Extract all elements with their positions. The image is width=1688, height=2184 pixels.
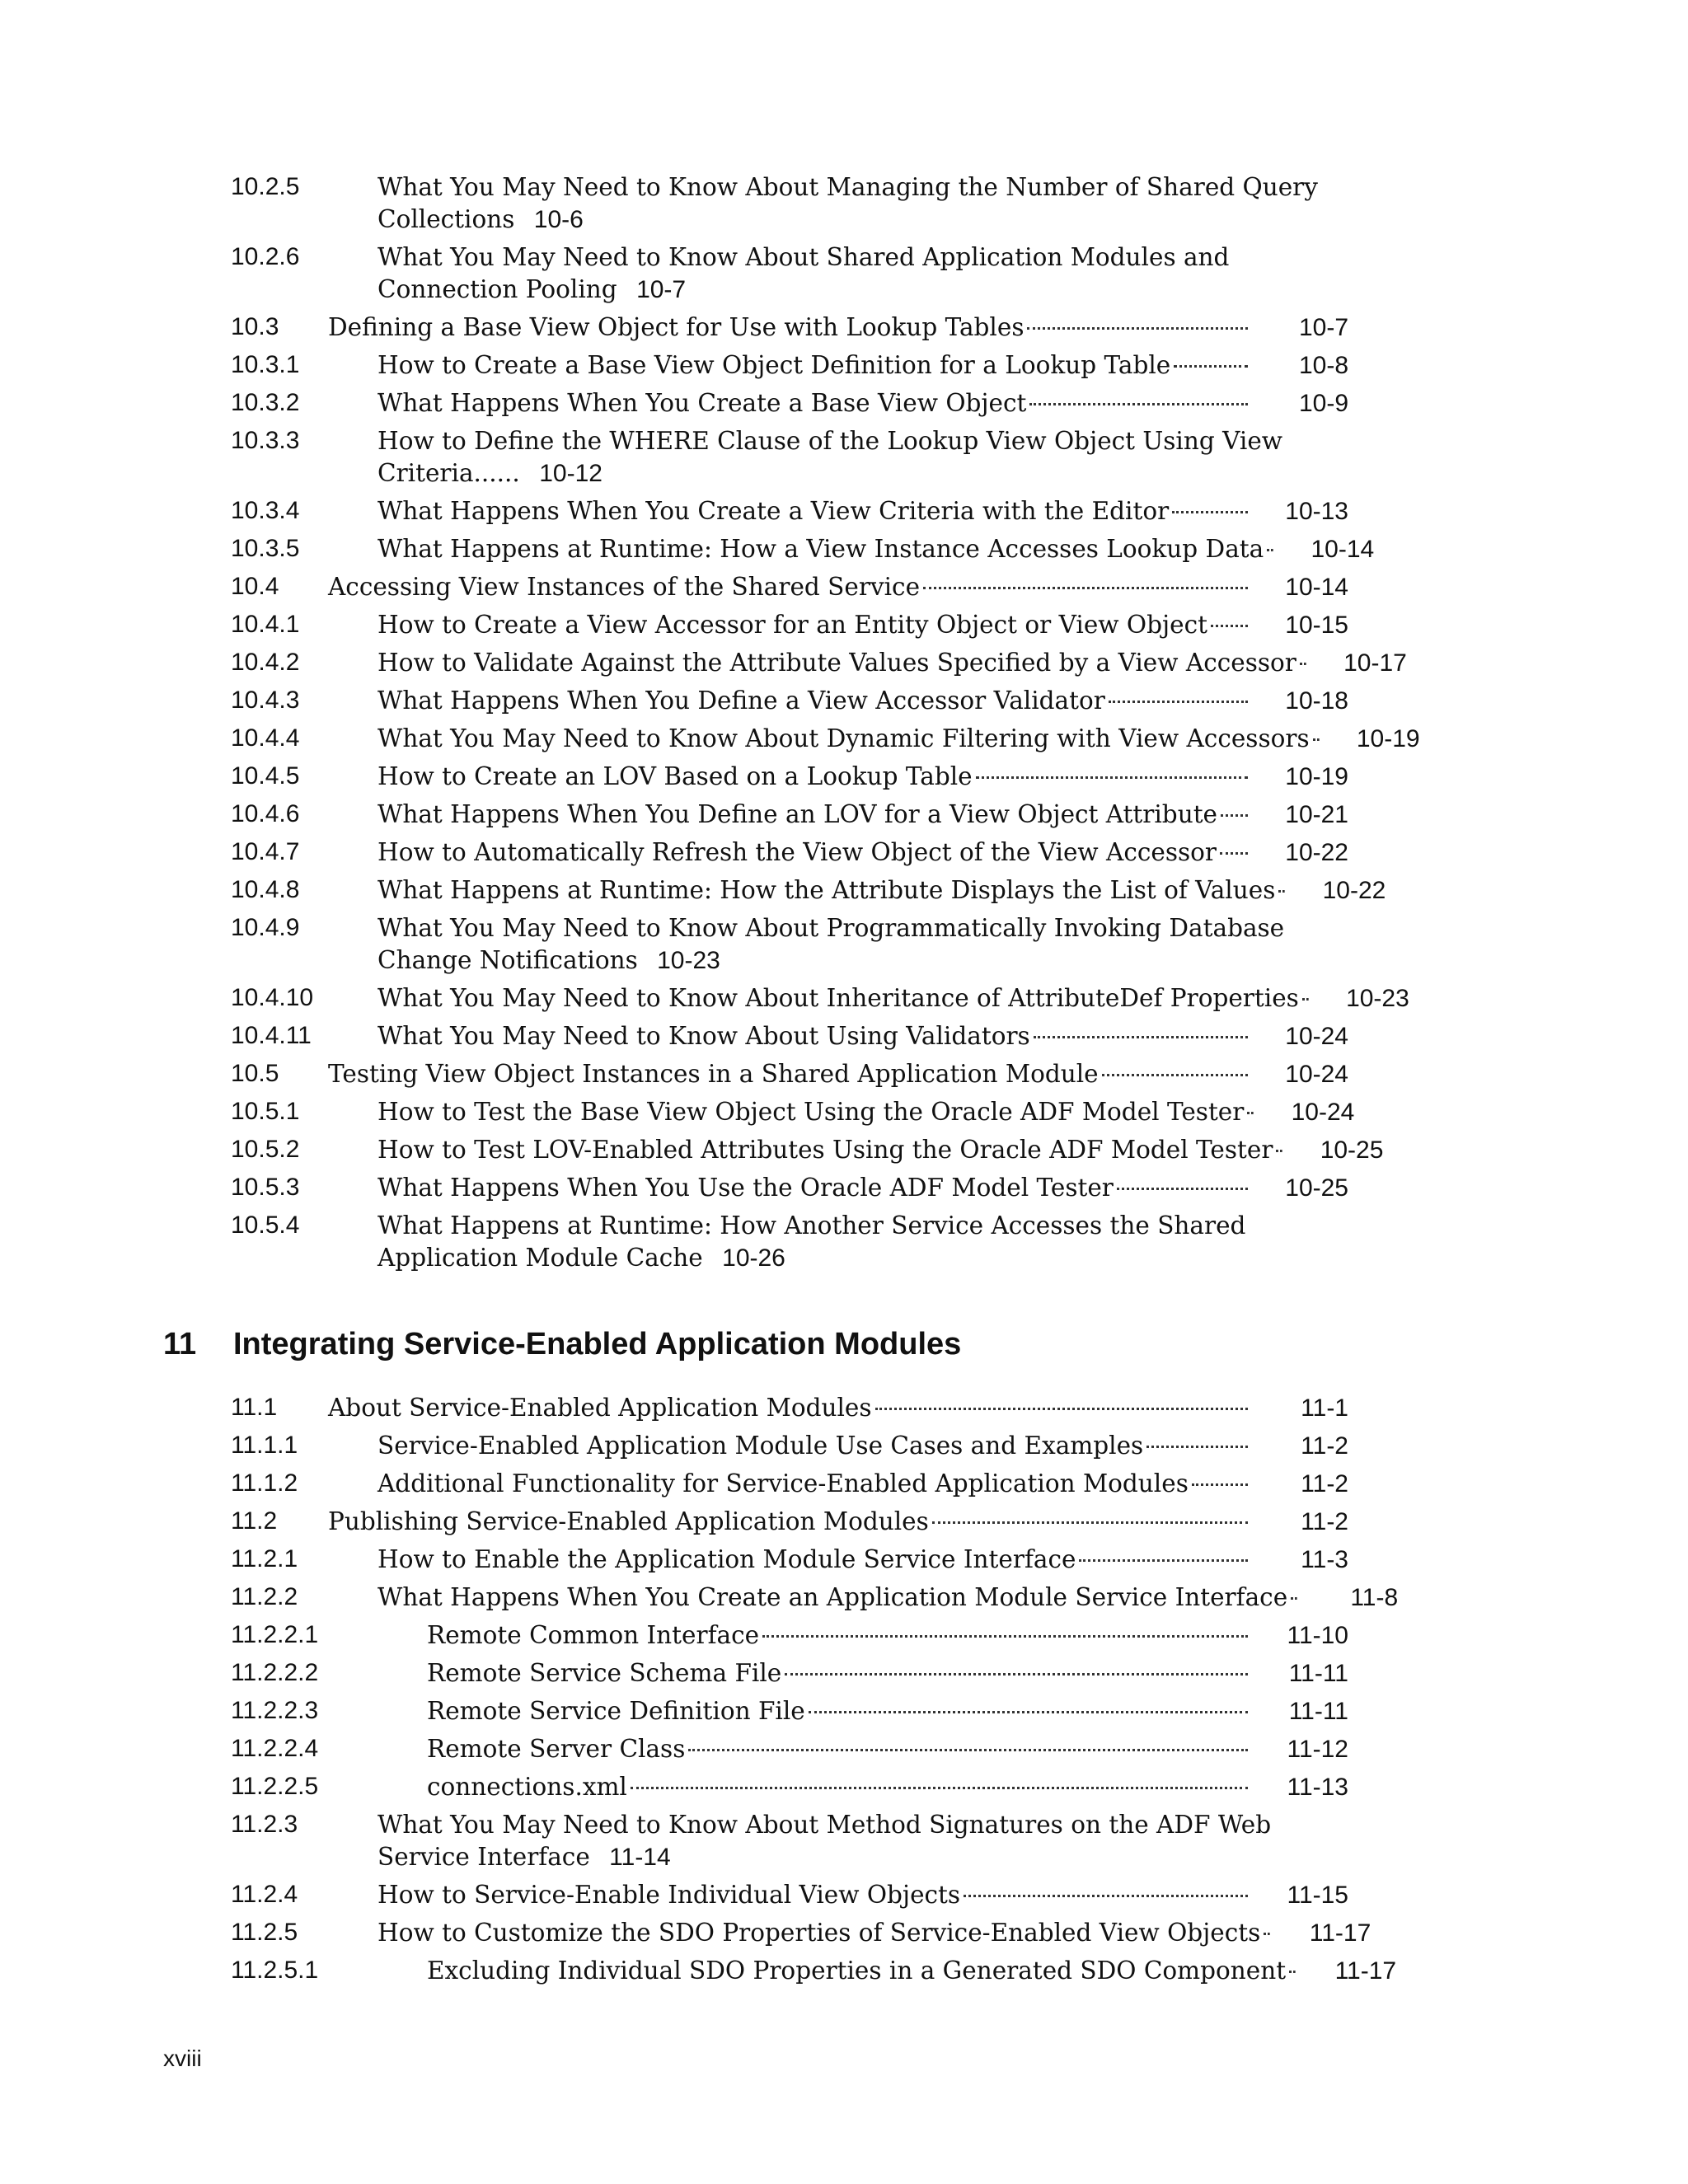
toc-entry-title-text: What Happens When You Use the Oracle ADF Model Tester <box>377 1174 1114 1202</box>
toc-entry[interactable] <box>0 1091 1688 1129</box>
toc-entry-number: 10.2.6 <box>231 243 300 270</box>
toc-entry-number: 10.3.1 <box>231 351 300 378</box>
toc-entry[interactable] <box>0 604 1688 642</box>
dot-leader <box>1174 365 1248 368</box>
toc-entry-title-text: How to Service-Enable Individual View Objects <box>377 1881 961 1909</box>
toc-entry-page: 10-13 <box>1285 498 1348 525</box>
dot-leader <box>1291 1597 1297 1600</box>
toc-entry-title <box>427 1728 1348 1766</box>
toc-entry-number: 11.2.2.4 <box>231 1735 319 1762</box>
toc-entry-title <box>377 1091 1355 1129</box>
dot-leader <box>631 1787 1248 1789</box>
toc-entry-number: 11.2.1 <box>231 1545 298 1572</box>
toc-entry[interactable] <box>0 1463 1688 1501</box>
toc-entry-title-text: What Happens When You Create an Application Module Service Interface <box>377 1583 1288 1611</box>
toc-entry-page: 11-8 <box>1350 1584 1399 1611</box>
toc-entry-page: 11-17 <box>1334 1957 1397 1985</box>
toc-entry-page: 10-7 <box>1298 314 1348 341</box>
toc-entry-title <box>377 642 1407 680</box>
toc-entry-title-text: How to Define the WHERE Clause of the Lookup View Object Using View Criteria...... <box>377 427 1283 487</box>
toc-entry-title <box>427 1950 1397 1988</box>
toc-entry-page: 10-15 <box>1285 612 1348 639</box>
toc-entry-title <box>377 420 1348 490</box>
toc-entry-page: 10-18 <box>1285 687 1348 715</box>
toc-entry-title-text: connections.xml <box>427 1773 627 1801</box>
toc-entry-number: 11.2.5.1 <box>231 1957 319 1984</box>
toc-entry[interactable] <box>0 680 1688 718</box>
toc-entry-title-text: What Happens When You Create a View Criteria with the Editor <box>377 497 1170 525</box>
toc-entry-page: 10-22 <box>1322 877 1386 904</box>
toc-entry-number: 10.3.5 <box>231 535 300 562</box>
toc-entry-title <box>427 1652 1348 1690</box>
toc-entry-title-text: What Happens When You Create a Base View Object <box>377 389 1027 417</box>
toc-entry-page: 10-19 <box>1356 725 1420 752</box>
dot-leader <box>1027 327 1248 330</box>
toc-entry-title-text: What Happens When You Define an LOV for a View Object Attribute <box>377 800 1218 828</box>
toc-entry-page: 10-19 <box>1285 763 1348 790</box>
dot-leader <box>1211 625 1248 627</box>
toc-entry-number: 11.2.2.3 <box>231 1697 319 1724</box>
dot-leader <box>785 1673 1248 1675</box>
toc-entry-page: 10-7 <box>636 276 687 303</box>
toc-entry-page: 11-2 <box>1301 1470 1348 1497</box>
dot-leader <box>1247 1112 1254 1114</box>
toc-entry[interactable] <box>0 1652 1688 1690</box>
toc-entry-title <box>377 1539 1348 1577</box>
toc-entry-page: 10-26 <box>722 1244 785 1272</box>
toc-entry-number: 10.3.2 <box>231 389 300 416</box>
toc-entry-title <box>377 832 1348 869</box>
toc-entry-page: 10-25 <box>1320 1137 1384 1164</box>
dot-leader <box>1172 511 1248 513</box>
toc-entry[interactable] <box>0 566 1688 604</box>
toc-entry-number: 10.2.5 <box>231 173 300 200</box>
toc-entry[interactable] <box>0 1766 1688 1804</box>
toc-entry-title-text: Excluding Individual SDO Properties in a Generated SDO Component <box>427 1957 1287 1985</box>
toc-entry-title-text: What You May Need to Know About Method Signatures on the ADF Web Service Interface <box>377 1811 1272 1871</box>
toc-entry-page: 10-14 <box>1285 574 1348 601</box>
toc-entry-number: 10.3.3 <box>231 427 300 454</box>
toc-entry-title <box>377 718 1420 756</box>
dot-leader <box>1264 1933 1270 1935</box>
toc-entry-title-text: Additional Functionality for Service-Enabled Application Modules <box>377 1469 1189 1497</box>
toc-entry[interactable] <box>0 1167 1688 1205</box>
dot-leader <box>1278 890 1285 893</box>
toc-entry-title <box>427 1615 1348 1652</box>
toc-entry-page: 10-21 <box>1285 801 1348 828</box>
dot-leader <box>1034 1036 1248 1038</box>
toc-entry-page: 10-24 <box>1291 1099 1355 1126</box>
dot-leader <box>762 1635 1248 1638</box>
toc-entry-title <box>377 237 1348 307</box>
toc-entry-number: 10.4.8 <box>231 876 300 903</box>
toc-entry-page: 10-6 <box>533 206 584 233</box>
dot-leader <box>1221 814 1248 817</box>
toc-entry-title-text: Accessing View Instances of the Shared Service <box>328 573 921 601</box>
toc-entry[interactable] <box>0 1728 1688 1766</box>
toc-entry-title <box>377 1912 1372 1950</box>
toc-entry-page: 11-2 <box>1301 1508 1348 1535</box>
toc-entry[interactable] <box>0 1387 1688 1425</box>
toc-entry[interactable] <box>0 237 1688 307</box>
toc-entry-title <box>377 604 1348 642</box>
toc-entry-title-text: What You May Need to Know About Using Validators <box>377 1022 1030 1050</box>
toc-entry-title-text: What Happens at Runtime: How the Attribute Displays the List of Values <box>377 876 1276 904</box>
toc-entry-page: 11-17 <box>1309 1919 1372 1947</box>
toc-entry-number: 10.4.6 <box>231 800 300 827</box>
toc-entry-title <box>377 1129 1384 1167</box>
toc-entry[interactable] <box>0 1129 1688 1167</box>
toc-entry-number: 10.4.10 <box>231 984 314 1011</box>
toc-entry[interactable] <box>0 1205 1688 1275</box>
toc-entry-number: 10.4.3 <box>231 687 300 714</box>
toc-entry-number: 10.4.2 <box>231 649 300 676</box>
toc-entry-page: 11-11 <box>1288 1698 1348 1725</box>
toc-entry-page: 11-13 <box>1287 1774 1348 1801</box>
chapter-title: Integrating Service-Enabled Application Modules <box>233 1327 962 1361</box>
toc-entry-title-text: How to Validate Against the Attribute Values Specified by a View Accessor <box>377 649 1296 677</box>
dot-leader <box>1029 403 1248 405</box>
dot-leader <box>1302 998 1309 1001</box>
toc-entry-title-text: What You May Need to Know About Managing the Number of Shared Query Collections <box>377 173 1318 233</box>
toc-entry-title-text: How to Customize the SDO Properties of Service-Enabled View Objects <box>377 1919 1261 1947</box>
toc-entry-title <box>328 566 1348 604</box>
dot-leader <box>1192 1483 1248 1486</box>
toc-entry-title <box>377 1167 1348 1205</box>
dot-leader <box>1102 1074 1248 1076</box>
toc-entry-page: 11-1 <box>1301 1394 1348 1422</box>
toc-entry-title <box>377 490 1348 528</box>
toc-entry[interactable] <box>0 344 1688 382</box>
toc-entry-number: 10.4 <box>231 573 279 600</box>
toc-entry[interactable] <box>0 1804 1688 1874</box>
toc-entry-title-text: What You May Need to Know About Shared Application Modules and Connection Pooling <box>377 243 1230 303</box>
toc-entry-title <box>328 1053 1348 1091</box>
toc-entry[interactable] <box>0 1912 1688 1950</box>
toc-entry[interactable] <box>0 1577 1688 1615</box>
dot-leader <box>964 1895 1248 1897</box>
dot-leader <box>1117 1188 1248 1190</box>
toc-entry-number: 11.2.4 <box>231 1881 298 1908</box>
toc-entry-page: 10-17 <box>1343 649 1407 677</box>
toc-entry-title-text: About Service-Enabled Application Modules <box>328 1394 872 1422</box>
toc-entry-title <box>377 756 1348 794</box>
toc-list-chapter-11 <box>0 1387 1688 1988</box>
toc-entry[interactable] <box>0 907 1688 977</box>
toc-entry[interactable] <box>0 1615 1688 1652</box>
dot-leader <box>688 1749 1248 1751</box>
toc-entry-page: 10-25 <box>1285 1174 1348 1202</box>
toc-entry[interactable] <box>0 382 1688 420</box>
toc-entry-title-text: How to Create a View Accessor for an Entity Object or View Object <box>377 611 1207 639</box>
toc-entry-title-text: What You May Need to Know About Programmatically Invoking Database Change Notifications <box>377 914 1285 974</box>
toc-entry-number: 11.2.2 <box>231 1583 298 1610</box>
toc-entry[interactable] <box>0 1425 1688 1463</box>
toc-entry-title <box>328 1387 1348 1425</box>
toc-entry-title <box>377 1804 1348 1874</box>
toc-entry-page: 11-2 <box>1301 1432 1348 1460</box>
dot-leader <box>1313 738 1320 741</box>
dot-leader <box>1276 1150 1282 1152</box>
dot-leader <box>976 776 1248 779</box>
toc-entry-title-text: Remote Service Schema File <box>427 1659 782 1687</box>
toc-entry-number: 10.5.3 <box>231 1174 300 1201</box>
toc-entry[interactable] <box>0 1950 1688 1988</box>
toc-entry-title <box>377 528 1375 566</box>
toc-entry-number: 10.4.5 <box>231 762 300 790</box>
dot-leader <box>809 1711 1248 1713</box>
toc-entry[interactable] <box>0 1015 1688 1053</box>
toc-entry-page: 10-24 <box>1285 1061 1348 1088</box>
toc-entry[interactable] <box>0 832 1688 869</box>
dot-leader <box>923 587 1248 589</box>
dot-leader <box>1109 701 1248 703</box>
toc-entry-page: 10-9 <box>1298 390 1348 417</box>
toc-entry-page: 10-14 <box>1311 536 1375 563</box>
toc-entry-title-text: What You May Need to Know About Dynamic Filtering with View Accessors <box>377 724 1310 752</box>
chapter-number: 11 <box>163 1327 197 1361</box>
toc-entry-title <box>377 344 1348 382</box>
page-number: xviii <box>163 2046 202 2071</box>
toc-entry-title <box>328 307 1348 344</box>
toc-entry-title <box>377 869 1386 907</box>
toc-entry-page: 11-12 <box>1287 1736 1348 1763</box>
toc-entry-number: 10.5.1 <box>231 1098 300 1125</box>
toc-entry-page: 10-8 <box>1298 352 1348 379</box>
toc-entry-page: 11-3 <box>1301 1546 1348 1573</box>
toc-entry-number: 10.5 <box>231 1060 279 1087</box>
toc-entry-title-text: Publishing Service-Enabled Application Modules <box>328 1507 929 1535</box>
toc-entry-page: 10-23 <box>1346 985 1409 1012</box>
toc-entry-title <box>377 166 1348 237</box>
toc-entry-number: 11.2.3 <box>231 1811 298 1838</box>
toc-entry-title-text: Remote Server Class <box>427 1735 686 1763</box>
toc-entry[interactable] <box>0 166 1688 237</box>
toc-entry[interactable] <box>0 1053 1688 1091</box>
toc-entry[interactable] <box>0 756 1688 794</box>
toc-entry-title-text: How to Test the Base View Object Using the Oracle ADF Model Tester <box>377 1098 1245 1126</box>
toc-entry[interactable] <box>0 307 1688 344</box>
toc-entry[interactable] <box>0 528 1688 566</box>
toc-list-chapter-10 <box>0 166 1688 1275</box>
toc-entry-title-text: What You May Need to Know About Inheritance of AttributeDef Properties <box>377 984 1299 1012</box>
toc-entry-title-text: How to Create a Base View Object Definition for a Lookup Table <box>377 351 1171 379</box>
toc-entry[interactable] <box>0 977 1688 1015</box>
toc-entry-title-text: How to Create an LOV Based on a Lookup Table <box>377 762 973 790</box>
toc-entry-title <box>377 907 1348 977</box>
toc-entry-title <box>427 1690 1348 1728</box>
dot-leader <box>1146 1446 1248 1448</box>
toc-entry-title <box>427 1766 1348 1804</box>
toc-entry-title <box>377 680 1348 718</box>
toc-entry-number: 10.3.4 <box>231 497 300 524</box>
toc-entry-number: 10.3 <box>231 313 279 340</box>
dot-leader <box>1079 1559 1248 1562</box>
toc-entry-title <box>377 382 1348 420</box>
toc-entry-title-text: Defining a Base View Object for Use with Lookup Tables <box>328 313 1025 341</box>
toc-entry[interactable] <box>0 1690 1688 1728</box>
toc-entry-title-text: Remote Service Definition File <box>427 1697 805 1725</box>
toc-entry-number: 11.2 <box>231 1507 278 1535</box>
dot-leader <box>932 1521 1248 1524</box>
toc-entry-title-text: Service-Enabled Application Module Use Cases and Examples <box>377 1432 1144 1460</box>
toc-entry-number: 10.4.1 <box>231 611 300 638</box>
toc-entry-number: 11.2.5 <box>231 1919 298 1946</box>
toc-entry-title-text: Remote Common Interface <box>427 1621 760 1649</box>
toc-entry-number: 11.1.1 <box>231 1432 298 1459</box>
toc-entry-number: 11.2.2.1 <box>231 1621 319 1648</box>
toc-entry-title <box>377 1205 1348 1275</box>
toc-entry-title-text: Testing View Object Instances in a Shared Application Module <box>328 1060 1099 1088</box>
toc-entry-number: 10.4.7 <box>231 838 300 865</box>
toc-entry[interactable] <box>0 718 1688 756</box>
toc-entry-number: 10.5.2 <box>231 1136 300 1163</box>
toc-entry-title <box>377 794 1348 832</box>
toc-entry-title <box>328 1501 1348 1539</box>
toc-entry-number: 10.4.4 <box>231 724 300 752</box>
toc-entry-title-text: How to Test LOV-Enabled Attributes Using the Oracle ADF Model Tester <box>377 1136 1273 1164</box>
toc-entry-title-text: What Happens at Runtime: How a View Instance Accesses Lookup Data <box>377 535 1264 563</box>
toc-entry-title <box>377 1577 1399 1615</box>
toc-entry-number: 11.1.2 <box>231 1469 298 1497</box>
toc-entry-number: 11.2.2.5 <box>231 1773 319 1800</box>
toc-entry-title-text: How to Enable the Application Module Service Interface <box>377 1545 1076 1573</box>
dot-leader <box>1300 663 1306 665</box>
toc-entry[interactable] <box>0 794 1688 832</box>
toc-entry[interactable] <box>0 420 1688 490</box>
toc-entry-number: 10.4.11 <box>231 1022 312 1049</box>
chapter-heading[interactable] <box>0 1321 1688 1367</box>
toc-entry-title-text: What Happens When You Define a View Accessor Validator <box>377 687 1105 715</box>
toc-entry-number: 11.1 <box>231 1394 278 1421</box>
toc-entry-number: 11.2.2.2 <box>231 1659 319 1686</box>
toc-entry-page: 10-22 <box>1285 839 1348 866</box>
toc-entry-page: 11-11 <box>1288 1660 1348 1687</box>
toc-entry-page: 11-10 <box>1287 1622 1348 1649</box>
toc-entry[interactable] <box>0 1539 1688 1577</box>
dot-leader <box>1267 549 1273 551</box>
toc-entry-page: 11-14 <box>609 1844 671 1871</box>
toc-entry-page: 11-15 <box>1287 1882 1348 1909</box>
toc-entry-title <box>377 1015 1348 1053</box>
toc-entry[interactable] <box>0 490 1688 528</box>
dot-leader <box>875 1408 1248 1410</box>
toc-entry-page: 10-12 <box>539 460 603 487</box>
toc-entry-title-text: How to Automatically Refresh the View Object of the View Accessor <box>377 838 1217 866</box>
toc-entry-title <box>377 1874 1348 1912</box>
toc-entry-title <box>377 1463 1348 1501</box>
toc-entry[interactable] <box>0 1501 1688 1539</box>
toc-entry[interactable] <box>0 1874 1688 1912</box>
toc-entry[interactable] <box>0 869 1688 907</box>
toc-entry-page: 10-23 <box>657 947 720 974</box>
toc-entry-number: 10.5.4 <box>231 1212 300 1239</box>
toc-entry[interactable] <box>0 642 1688 680</box>
dot-leader <box>1220 852 1248 855</box>
toc-entry-page: 10-24 <box>1285 1023 1348 1050</box>
dot-leader <box>1289 1971 1296 1973</box>
toc-entry-number: 10.4.9 <box>231 914 300 941</box>
toc-entry-title <box>377 977 1409 1015</box>
toc-entry-title <box>377 1425 1348 1463</box>
toc-entry-title-text: What Happens at Runtime: How Another Service Accesses the Shared Application Module Cache <box>377 1212 1246 1272</box>
